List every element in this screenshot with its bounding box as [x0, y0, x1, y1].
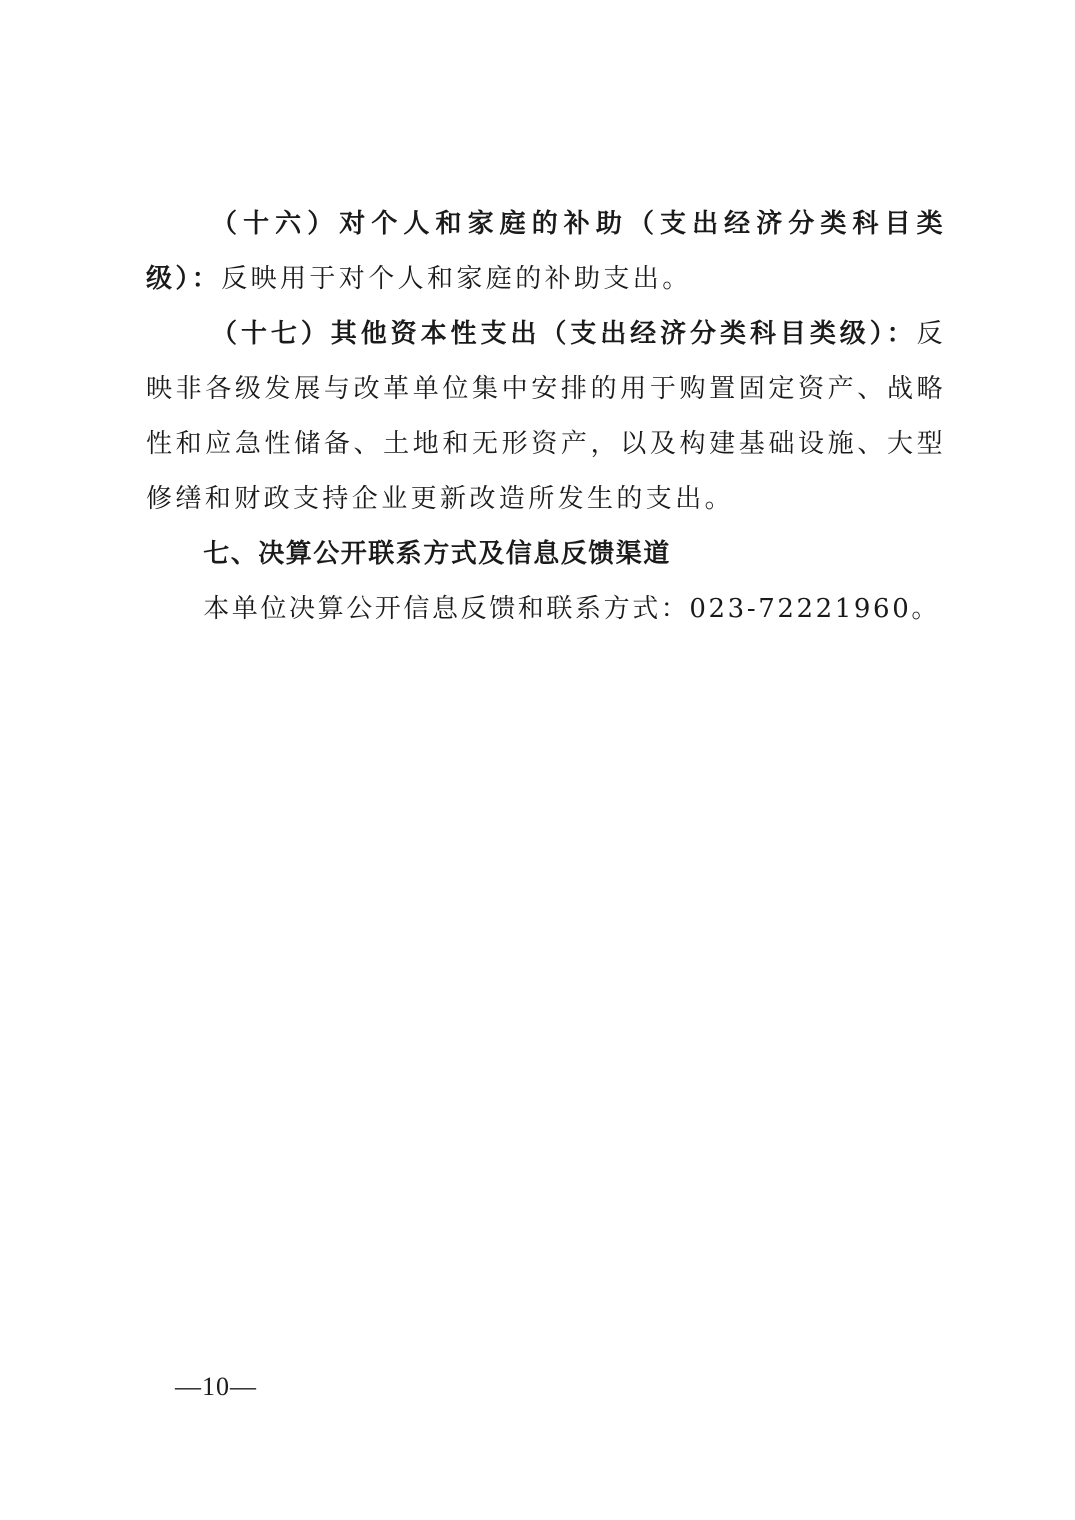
paragraph-item-17 — [146, 307, 946, 527]
paragraph-text: 反映非各级发展与改革单位集中安排的用于购置固定资产、战略性和应急性储备、土地和无形资产，以及构建基础设施、大型修缮和财政支持企业更新改造所发生的支出。 — [146, 319, 946, 514]
contact-line — [146, 582, 946, 637]
page-number: —10— — [175, 1372, 257, 1401]
paragraph-term: （十六）对个人和家庭的补助（支出经济分类科目类级）： — [146, 209, 946, 294]
document-body — [146, 197, 946, 637]
paragraph-item-16 — [146, 197, 946, 307]
contact-label: 本单位决算公开信息反馈和联系方式： — [203, 594, 690, 624]
section-heading: 七、决算公开联系方式及信息反馈渠道 — [203, 539, 671, 569]
contact-phone: 023-72221960。 — [689, 594, 940, 624]
paragraph-text: 反映用于对个人和家庭的补助支出。 — [221, 264, 692, 294]
paragraph-term: （十七）其他资本性支出（支出经济分类科目类级）： — [211, 319, 917, 349]
